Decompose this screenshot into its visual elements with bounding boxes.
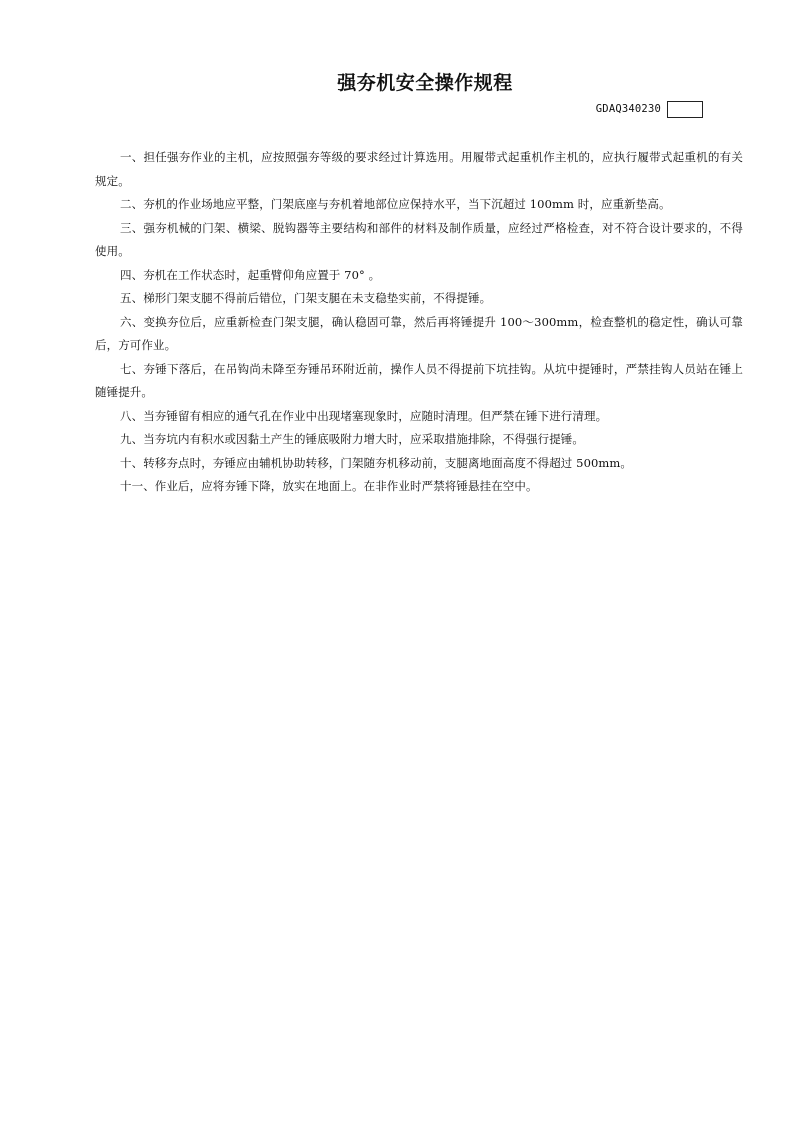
- paragraph-7: 七、夯锤下落后，在吊钩尚未降至夯锤吊环附近前，操作人员不得提前下坑挂钩。从坑中提锤时，严禁挂钩人员站在锤上随锤提升。: [95, 361, 743, 399]
- document-code: GDAQ340230: [595, 103, 661, 115]
- paragraph-6: 六、变换夯位后，应重新检查门架支腿，确认稳固可靠，然后再将锤提升 100～300mm，检查整机的稳定性，确认可靠后，方可作业。: [95, 314, 743, 352]
- paragraph-5: 五、梯形门架支腿不得前后错位，门架支腿在未支稳垫实前，不得提锤。: [120, 291, 492, 305]
- paragraph-2: 二、夯机的作业场地应平整，门架底座与夯机着地部位应保持水平，当下沉超过 100mm 时，应重新垫高。: [120, 197, 671, 211]
- paragraph-1: 一、担任强夯作业的主机，应按照强夯等级的要求经过计算选用。用履带式起重机作主机的，应执行履带式起重机的有关规定。: [95, 150, 743, 188]
- document-body: [95, 146, 743, 499]
- paragraph-8: 八、当夯锤留有相应的通气孔在作业中出现堵塞现象时，应随时清理。但严禁在锤下进行清理。: [120, 408, 608, 423]
- paragraph-4: 四、夯机在工作状态时，起重臂仰角应置于 70° 。: [120, 267, 381, 282]
- document-code-box: [667, 101, 703, 118]
- paragraph-3: 三、强夯机械的门架、横梁、脱钩器等主要结构和部件的材料及制作质量，应经过严格检查，对不符合设计要求的，不得使用。: [95, 220, 743, 258]
- paragraph-9: 九、当夯坑内有积水或因黏土产生的锤底吸附力增大时，应采取措施排除，不得强行提锤。: [120, 432, 584, 446]
- paragraph-11: 十一、作业后，应将夯锤下降，放实在地面上。在非作业时严禁将锤悬挂在空中。: [120, 479, 538, 493]
- document-code-row: [596, 99, 703, 119]
- paragraph-10: 十、转移夯点时，夯锤应由辅机协助转移，门架随夯机移动前，支腿离地面高度不得超过 500mm。: [120, 455, 633, 470]
- document-title: 强夯机安全操作规程: [337, 72, 513, 94]
